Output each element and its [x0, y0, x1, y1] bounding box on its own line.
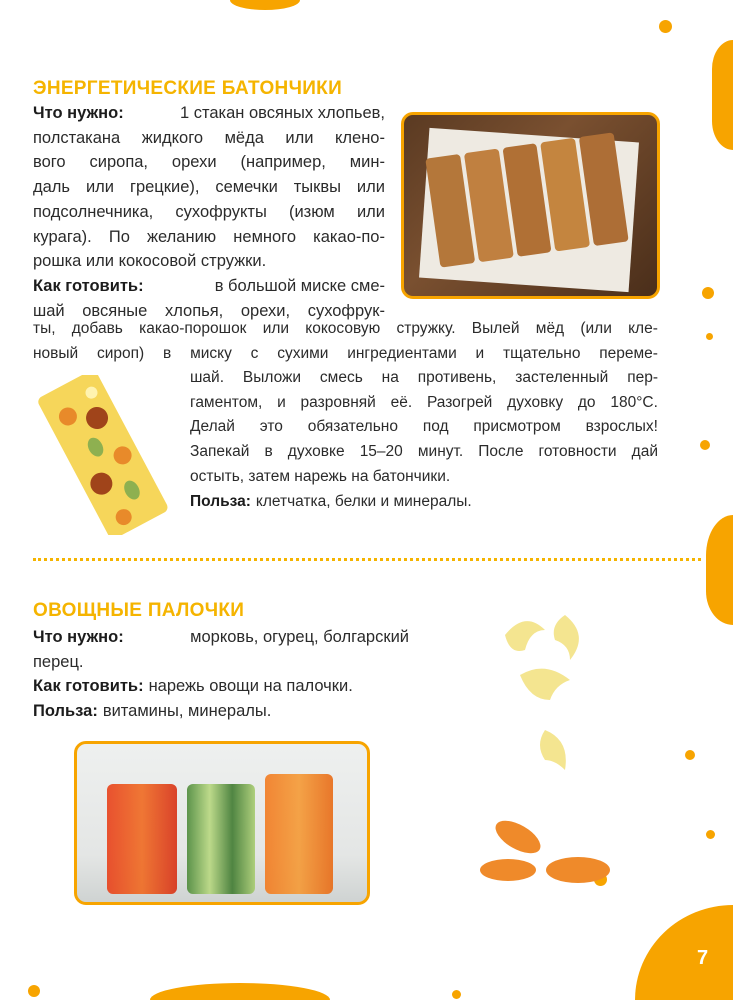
word: Выложи — [242, 369, 302, 386]
text-line — [190, 440, 658, 465]
text-line — [33, 699, 409, 724]
word: смесь — [319, 369, 363, 386]
word: вого — [33, 153, 66, 172]
line-text: в большой миске сме- — [214, 276, 385, 295]
word: в — [264, 443, 273, 461]
word: шай. — [190, 369, 225, 386]
line-text: 1 стакан овсяных хлопьев, — [179, 104, 385, 122]
word: грецкие), — [129, 178, 200, 197]
word: новый — [33, 344, 79, 362]
decor-blob — [230, 0, 300, 10]
word: переме- — [599, 344, 658, 362]
line-text: нарежь овощи на палочки. — [148, 677, 353, 696]
word: стружку. — [396, 320, 456, 337]
energy-bars-recipe-full — [33, 317, 658, 366]
word: готовности — [538, 443, 617, 461]
word: какао-по- — [313, 227, 385, 246]
word: добавь — [71, 320, 123, 337]
word: 180°С. — [610, 393, 658, 411]
decor-blob — [712, 40, 733, 150]
field-label: Как готовить: — [33, 677, 144, 696]
text-line — [190, 490, 658, 515]
word: и — [277, 393, 286, 411]
text-line — [33, 249, 385, 274]
text-line — [33, 625, 409, 650]
energy-bars-recipe-side — [190, 366, 658, 514]
word: сиропа, — [89, 153, 149, 172]
word: под — [422, 418, 449, 436]
word: или — [262, 320, 290, 337]
word: кле- — [628, 320, 658, 337]
word: мин- — [349, 153, 385, 172]
decor-dot — [452, 990, 461, 999]
decor-dot — [706, 830, 715, 839]
text-line — [190, 465, 658, 490]
section-title-veggie-sticks: ОВОЩНЫЕ ПАЛОЧКИ — [33, 600, 245, 621]
line-text — [33, 317, 658, 342]
word: в — [163, 344, 172, 362]
text-line — [33, 126, 385, 151]
line-text: витамины, минералы. — [102, 702, 272, 721]
word: на — [381, 369, 399, 386]
line-text: клетчатка, белки и минералы. — [255, 492, 472, 510]
word: разровняй — [300, 393, 376, 411]
section-divider — [33, 558, 701, 561]
word: сухофрук- — [307, 301, 385, 320]
word: (или — [580, 320, 612, 337]
word: (изюм — [288, 202, 335, 221]
word: пер- — [627, 369, 658, 386]
word: (например, — [240, 153, 326, 172]
line-text — [33, 175, 385, 200]
text-line — [33, 317, 658, 342]
word: хлопья, — [164, 301, 224, 320]
word: подсолнечника, — [33, 202, 154, 221]
line-text — [190, 366, 658, 391]
word: тыквы — [293, 178, 341, 197]
field-label: Что нужно: — [33, 104, 124, 122]
word: с — [250, 344, 259, 362]
energy-bars-photo — [401, 112, 660, 299]
text-line — [190, 415, 658, 440]
word: или — [85, 178, 115, 197]
word: миску — [190, 344, 232, 362]
word: дай — [631, 443, 658, 461]
word: 15–20 — [359, 443, 403, 461]
word: орехи — [171, 153, 217, 172]
line-text: остыть, затем нарежь на батончики. — [190, 467, 451, 485]
field-label: Что нужно: — [33, 628, 124, 646]
word: ингредиентами — [347, 344, 457, 362]
word: это — [259, 418, 283, 436]
line-text: рошка или кокосовой стружки. — [33, 252, 267, 271]
word: обязательно — [307, 418, 398, 436]
word: даль — [33, 178, 71, 197]
text-line — [33, 150, 385, 175]
text-line — [33, 274, 385, 299]
word: присмотром — [473, 418, 561, 436]
decor-dot — [685, 750, 695, 760]
text-line — [33, 342, 658, 367]
word: ты, — [33, 320, 56, 337]
word: какао-порошок — [139, 320, 247, 337]
field-label: Польза: — [33, 702, 98, 721]
word: курага). — [33, 227, 92, 246]
word: шай — [33, 301, 65, 320]
line-text — [190, 415, 658, 440]
word: или — [356, 202, 385, 221]
word: Запекай — [190, 443, 250, 461]
text-line — [33, 101, 385, 126]
line-text — [33, 225, 385, 250]
word: сироп) — [97, 344, 145, 362]
word: жидкого — [141, 128, 204, 147]
line-text — [33, 150, 385, 175]
word: Вылей — [471, 320, 520, 337]
word: немного — [233, 227, 297, 246]
word: гаментом, — [190, 393, 263, 411]
energy-bars-recipe-top — [33, 101, 385, 323]
word: овсяные — [82, 301, 148, 320]
word: духовке — [287, 443, 345, 461]
decor-blob — [706, 515, 733, 625]
word: орехи, — [240, 301, 291, 320]
word: тщательно — [503, 344, 581, 362]
text-line — [33, 200, 385, 225]
decor-dot — [700, 440, 710, 450]
word: мёда — [224, 128, 264, 147]
word: до — [577, 393, 596, 411]
line-text — [33, 126, 385, 151]
word: сухими — [277, 344, 329, 362]
word: сухофрукты — [175, 202, 267, 221]
text-line — [33, 650, 409, 675]
word: Разогрей — [426, 393, 493, 411]
word: кокосовую — [305, 320, 381, 337]
word: По — [108, 227, 130, 246]
word: полстакана — [33, 128, 121, 147]
word: Делай — [190, 418, 235, 436]
text-line — [33, 674, 409, 699]
decor-dot — [702, 287, 714, 299]
field-label: Как готовить: — [33, 276, 144, 295]
field-label: Польза: — [190, 492, 251, 510]
word: взрослых! — [585, 418, 658, 436]
line-text — [190, 440, 658, 465]
word: противень, — [417, 369, 497, 386]
word: клено- — [334, 128, 385, 147]
decor-dot — [706, 333, 713, 340]
word: семечки — [215, 178, 278, 197]
line-text: морковь, огурец, болгарский — [190, 628, 409, 646]
word: желанию — [147, 227, 217, 246]
word: После — [478, 443, 524, 461]
line-text — [33, 342, 658, 367]
text-line — [33, 225, 385, 250]
line-text — [33, 200, 385, 225]
text-line — [190, 391, 658, 416]
word: застеленный — [515, 369, 609, 386]
word: и — [475, 344, 485, 362]
line-text: перец. — [33, 652, 84, 671]
energy-bar-illustration — [30, 375, 175, 535]
decor-blob — [635, 905, 733, 1000]
decor-blob — [150, 983, 330, 1000]
word: или — [285, 128, 314, 147]
veggie-sticks-recipe — [33, 625, 409, 724]
decor-dot — [28, 985, 40, 997]
word: или — [356, 178, 385, 197]
almonds-illustration — [478, 815, 613, 895]
word: духовку — [507, 393, 564, 411]
word: минут. — [417, 443, 464, 461]
word: мёд — [535, 320, 565, 337]
page-number: 7 — [697, 947, 709, 969]
decor-dot — [659, 20, 672, 33]
line-text — [190, 391, 658, 416]
cashew-nuts-illustration — [495, 605, 605, 775]
veggie-sticks-photo — [74, 741, 370, 905]
section-title-energy-bars: ЭНЕРГЕТИЧЕСКИЕ БАТОНЧИКИ — [33, 78, 343, 99]
word: её. — [390, 393, 413, 411]
text-line — [190, 366, 658, 391]
text-line — [33, 175, 385, 200]
